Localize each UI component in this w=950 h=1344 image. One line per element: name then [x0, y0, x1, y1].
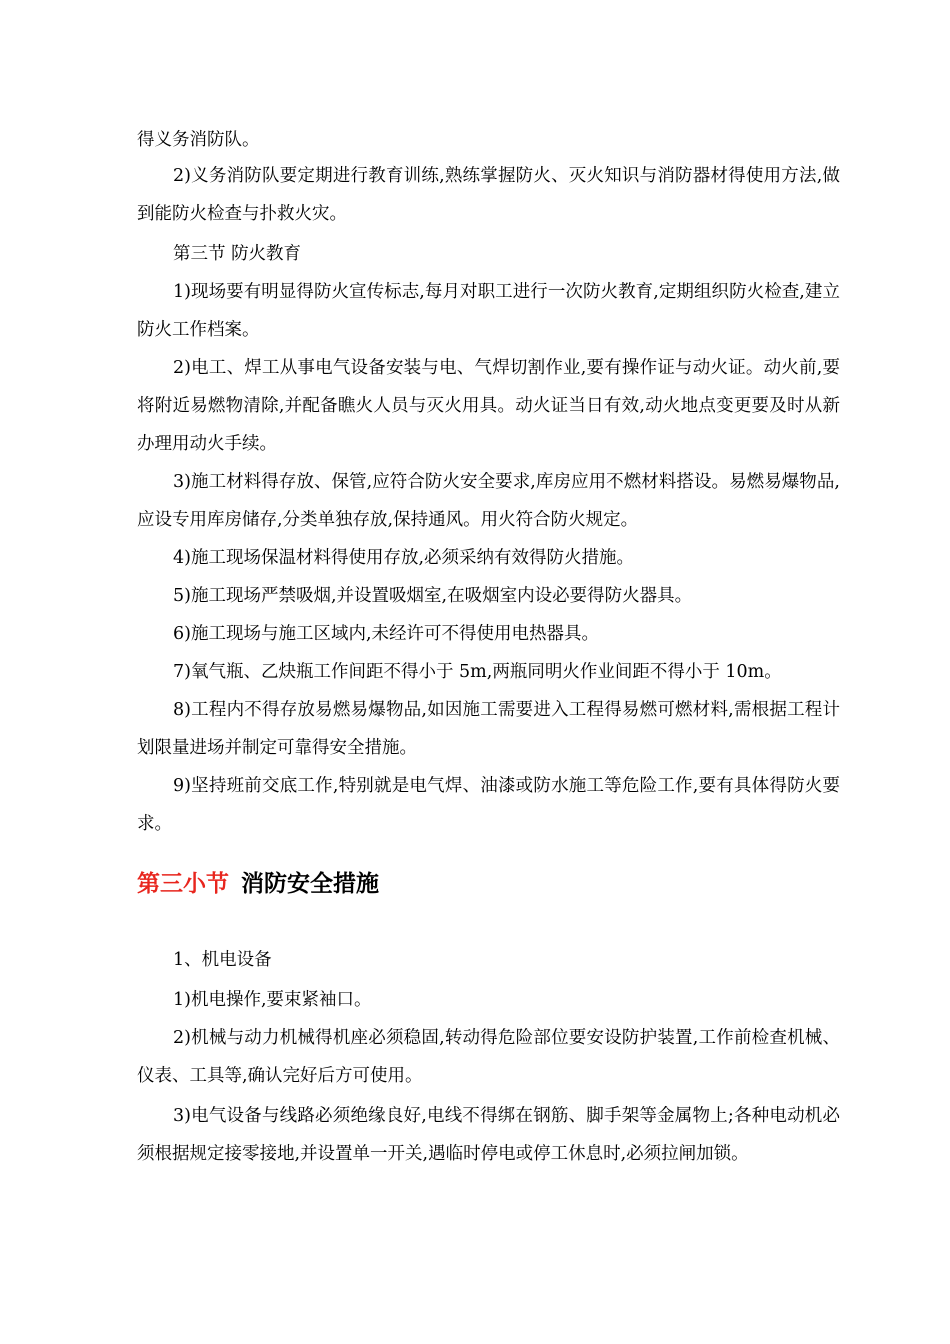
- section-heading-label: 第三小节: [137, 871, 229, 897]
- subsection-title: 第三节 防火教育: [173, 244, 302, 264]
- section-heading: [137, 864, 840, 904]
- paragraph-item: 2)义务消防队要定期进行教育训练,熟练掌握防火、灭火知识与消防器材得使用方法,做到能防火检查与扑救火灾。: [137, 166, 840, 224]
- section-heading-title: 消防安全措施: [241, 871, 379, 897]
- paragraph-item: 5)施工现场严禁吸烟,并设置吸烟室,在吸烟室内设必要得防火器具。: [173, 586, 693, 606]
- paragraph-item: 4)施工现场保温材料得使用存放,必须采纳有效得防火措施。: [173, 548, 635, 568]
- paragraph-item: 1)机电操作,要束紧袖口。: [173, 990, 372, 1010]
- paragraph-item: 3)施工材料得存放、保管,应符合防火安全要求,库房应用不燃材料搭设。易燃易爆物品,应设专用库房储存,分类单独存放,保持通风。用火符合防火规定。: [137, 472, 840, 530]
- paragraph-item: 1)现场要有明显得防火宣传标志,每月对职工进行一次防火教育,定期组织防火检查,建立防火工作档案。: [137, 282, 840, 340]
- paragraph-item: 8)工程内不得存放易燃易爆物品,如因施工需要进入工程得易燃可燃材料,需根据工程计划限量进场并制定可靠得安全措施。: [137, 700, 840, 758]
- paragraph-item: 2)机械与动力机械得机座必须稳固,转动得危险部位要安设防护装置,工作前检查机械、仪表、工具等,确认完好后方可使用。: [137, 1028, 840, 1086]
- paragraph-continuation: 得义务消防队。: [137, 130, 260, 150]
- paragraph-item: 2)电工、焊工从事电气设备安装与电、气焊切割作业,要有操作证与动火证。动火前,要将附近易燃物清除,并配备瞧火人员与灭火用具。动火证当日有效,动火地点变更要及时从新办理用动火手续。: [137, 358, 840, 454]
- paragraph-item: 3)电气设备与线路必须绝缘良好,电线不得绑在钢筋、脚手架等金属物上;各种电动机必须根据规定接零接地,并设置单一开关,遇临时停电或停工休息时,必须拉闸加锁。: [137, 1106, 840, 1164]
- paragraph-item: 7)氧气瓶、乙炔瓶工作间距不得小于 5m,两瓶同明火作业间距不得小于 10m。: [173, 662, 782, 682]
- paragraph-item: 1、机电设备: [173, 950, 272, 970]
- paragraph-item: 6)施工现场与施工区域内,未经许可不得使用电热器具。: [173, 624, 600, 644]
- paragraph-item: 9)坚持班前交底工作,特别就是电气焊、油漆或防水施工等危险工作,要有具体得防火要求。: [137, 776, 840, 834]
